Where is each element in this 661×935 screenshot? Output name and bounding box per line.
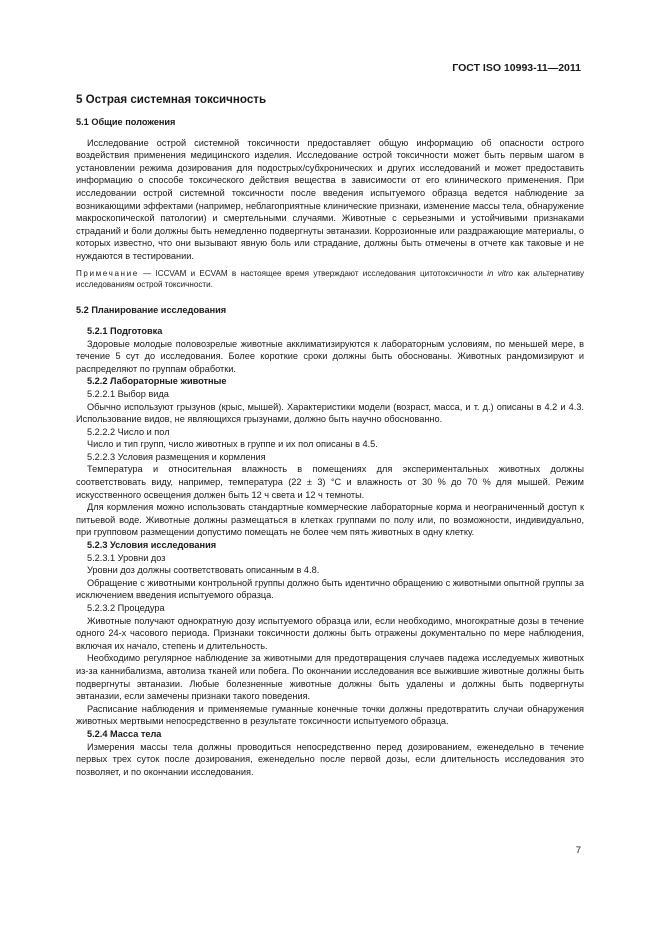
document-code-header: ГОСТ ISO 10993-11—2011 (452, 62, 581, 74)
subsection-5-1-paragraph: Исследование острой системной токсичности предоставляет общую информацию об опасности острого воздействия применения медицинского изделия. Исследование острой токсичности может быть первым шагом в установлении режима дозирования для подострых/субхронических и других исследований и может предоставить информацию о способе токсического действия вещества в зависимости от его клинического применения. При исследовании острой системной токсичности после введения испытуемого образца ведется наблюдение за возникающими эффектами (например, неблагоприятные клинические признаки, изменение массы тела, обнаружение макроскопической патологии) и смертельными случаями. Животные с серьезными и устойчивыми признаками страданий и боли должны быть немедленно подвергнуты эвтаназии. Коррозионные или раздражающие материалы, о которых известно, что они вызывают явную боль или страдание, должны быть отмечены в отчете как таковые и не нуждаются в тестировании. (76, 137, 584, 261)
clause-5-2-1-title: 5.2.1 Подготовка (87, 325, 163, 336)
clause-5-2-3-1-paragraph-1: Уровни доз должны соответствовать описанным в 4.8. (87, 565, 320, 576)
clause-5-2-4-title: 5.2.4 Масса тела (87, 728, 162, 739)
clause-5-2-3-1-paragraph-2: Обращение с животными контрольной группы должно быть идентично обращению с животными опытной группы за исключением введения испытуемого образца. (76, 577, 584, 601)
page-number: 7 (575, 845, 581, 856)
clause-5-2-2-2-title: 5.2.2.2 Число и пол (87, 426, 170, 437)
clause-5-2-1-paragraph: Здоровые молодые половозрелые животные акклиматизируются к лабораторным условиям, по меньшей мере, в течение 5 сут до исследования. Более короткие сроки должны быть обоснованы. Животных рандомизируют и распределяют по группам обработки. (76, 338, 584, 374)
clause-5-2-2-title: 5.2.2 Лабораторные животные (87, 376, 227, 387)
clause-5-2-2-1-title: 5.2.2.1 Выбор вида (87, 388, 169, 399)
subsection-5-1-title: 5.1 Общие положения (76, 117, 176, 127)
subsection-5-2-title: 5.2 Планирование исследования (76, 305, 227, 316)
note-italic: in vitro (487, 268, 514, 278)
clause-5-2-2-3-title: 5.2.2.3 Условия размещения и кормления (87, 451, 266, 462)
clause-5-2-2-3-paragraph-2: Для кормления можно использовать стандартные коммерческие лабораторные корма и неограниченный доступ к питьевой воде. Животные должны размещаться в клетках группами по полу или, по возможности, индивидуально, при групповом размещении допустимо помещать не более чем пять животных в одну клетку. (76, 502, 584, 538)
clause-5-2-4-paragraph: Измерения массы тела должны проводиться непосредственно перед дозированием, еженедельно в течение первых трех суток после дозирования, еженедельно после первой дозы, если длительность исследования это позволяет, и по окончании исследования. (76, 741, 584, 777)
clause-5-2-3-title: 5.2.3 Условия исследования (87, 540, 217, 551)
note (76, 268, 584, 291)
clause-5-2-3-2-paragraph-3: Расписание наблюдения и применяемые гуманные конечные точки должны предотвратить случаи обнаружения животных мертвыми непосредственно в результате токсичности испытуемого образца. (76, 703, 584, 727)
clause-5-2-3-2-paragraph-1: Животные получают однократную дозу испытуемого образца или, если необходимо, многократные дозы в течение одного 24-х часового периода. Признаки токсичности должны быть отражены документально по мере наблюдения, включая их начало, степень и длительность. (76, 615, 584, 651)
clause-5-2-3-2-paragraph-2: Необходимо регулярное наблюдение за животными для предотвращения случаев падежа исследуемых животных из-за каннибализма, автолиза тканей или побега. По окончании исследования все выжившие животные должны быть подвергнуты эвтаназии. Любые болезненные животные должны быть удалены и должны быть подвергнуты эвтаназии, если замечены признаки такого поведения. (76, 653, 584, 702)
page-content (76, 93, 584, 778)
note-label: Примечание (76, 268, 139, 278)
spacer (76, 290, 584, 304)
clause-5-2-2-1-paragraph: Обычно используют грызунов (крыс, мышей). Характеристики модели (возраст, масса, и т. д.) описаны в 4.2 и 4.3. Использование видов, не являющихся грызунами, должно быть научно обоснованно. (76, 401, 584, 425)
clause-5-2-2-3-paragraph-1: Температура и относительная влажность в помещениях для экспериментальных животных должны соответствовать виду, например, температура (22 ± 3) °С и влажность от 30 % до 70 % для мышей. Режим искусственного освещения должен быть 12 ч света и 12 ч темноты. (76, 464, 584, 500)
clause-5-2-3-1-title: 5.2.3.1 Уровни доз (87, 552, 166, 563)
section-title: 5 Острая системная токсичность (76, 93, 267, 106)
clause-5-2-2-2-paragraph: Число и тип групп, число животных в группе и их пол описаны в 4.5. (87, 439, 378, 450)
note-tail: как альтернативу исследованиям острой токсичности. (76, 268, 584, 289)
note-text: — ICCVAM и ECVAM в настоящее время утверждают исследования цитотоксичности (138, 268, 488, 278)
clause-5-2-3-2-title: 5.2.3.2 Процедура (87, 603, 165, 613)
